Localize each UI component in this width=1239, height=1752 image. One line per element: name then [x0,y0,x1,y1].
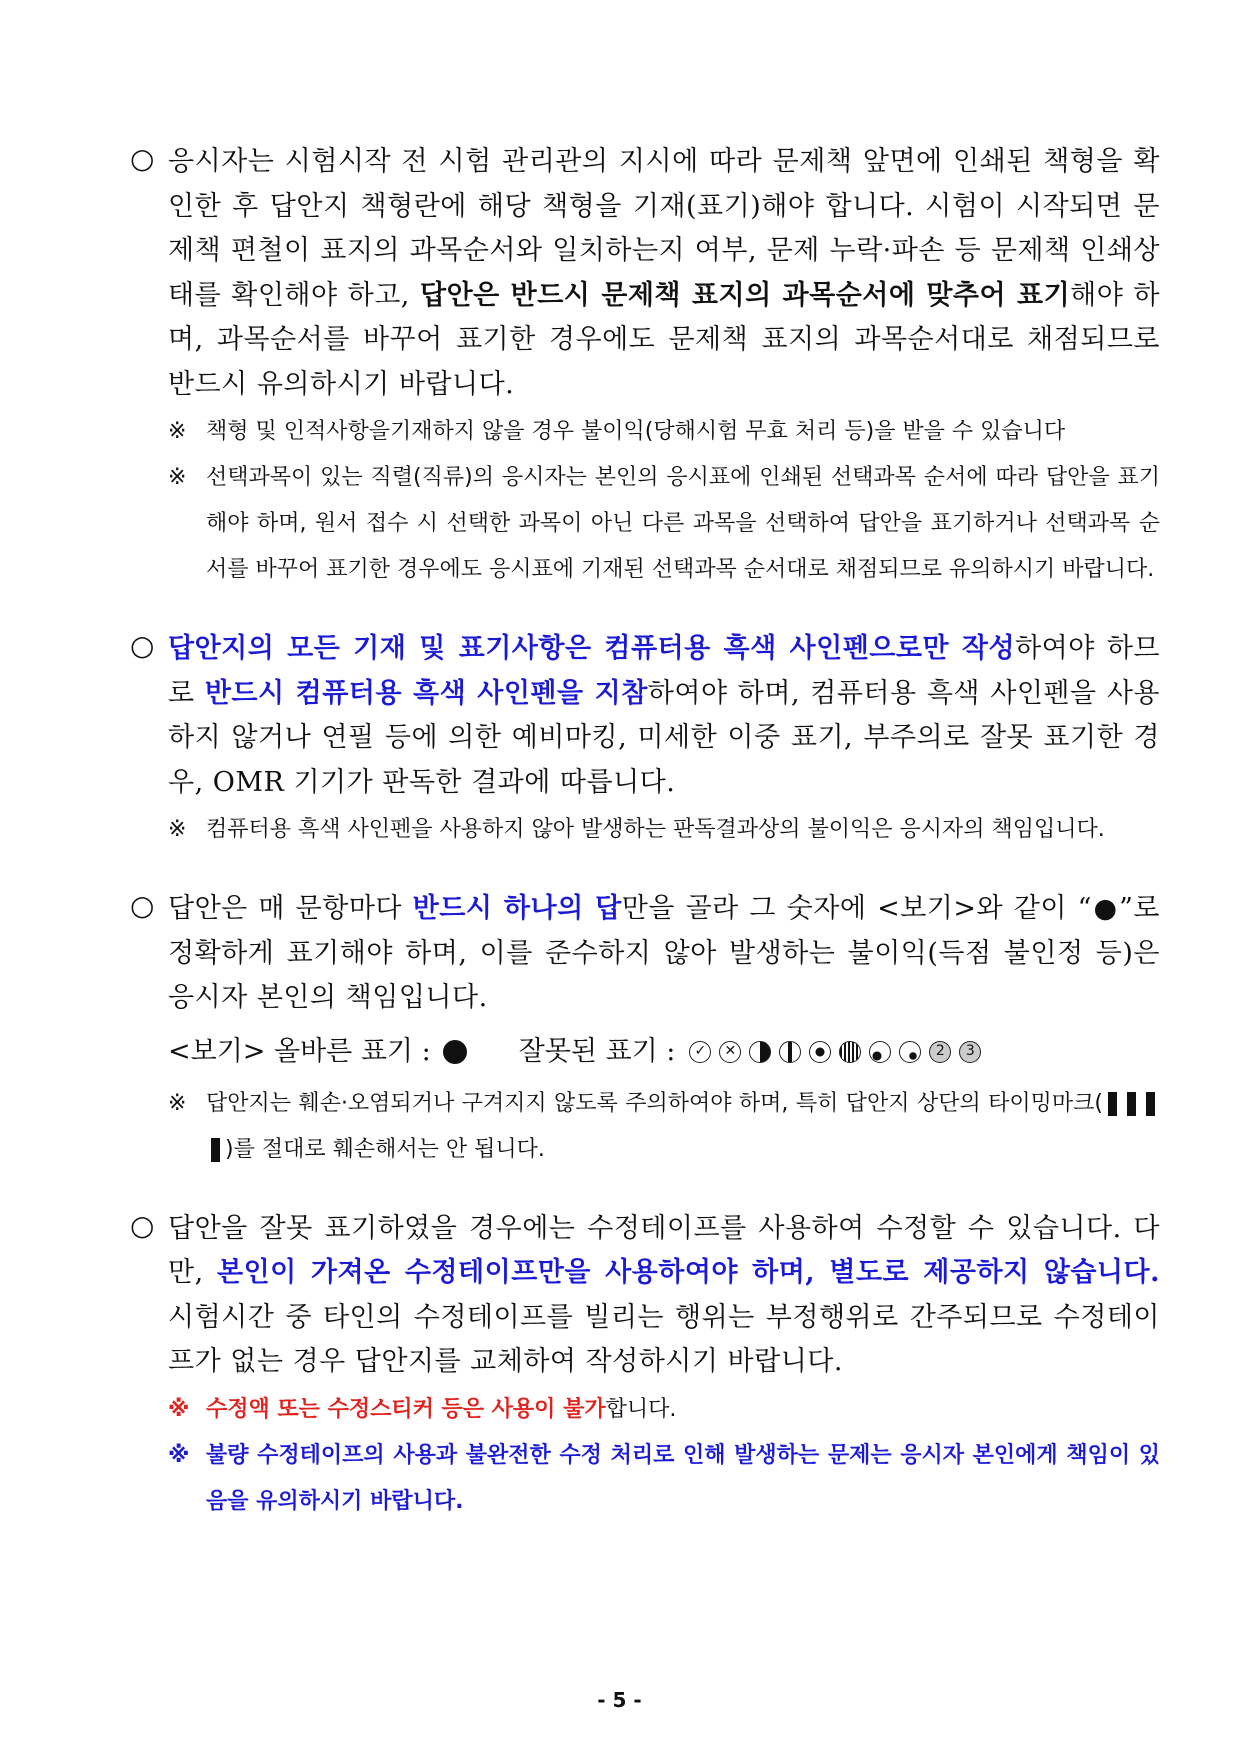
text: 하여야 하며, 컴퓨터용 흑색 사인펜을 사용하지 않거나 연필 등에 의한 예비마킹, 미세한 이중 표기, 부주의로 잘못 표기한 경우, OMR 기기가 판독한 결과에 따릅니다. [168,677,1160,798]
text: 답안은 매 문항마다 [168,893,413,924]
section-sign-pen [130,627,1160,853]
example-label: <보기> 올바른 표기 : [168,1035,431,1067]
section-correction-tape [130,1207,1160,1525]
paragraph [168,887,1160,1021]
text: 만을 골라 그 숫자에 <보기>와 같이 “●”로 정확하게 표기해야 하며, 이를 준수하지 않아 발생하는 불이익(득점 불인정 등)은 응시자 본인의 책임입니다. [168,893,1161,1013]
half-filled-circle-icon [749,1041,771,1063]
circle-bullet-icon: ○ [130,889,155,922]
timing-mark-icon [211,1138,220,1162]
timing-mark-icon [1108,1092,1117,1116]
reference-mark-icon: ※ [168,817,187,842]
reference-mark-icon: ※ [168,465,187,490]
text: 응시자는 시험시작 전 시험 관리관의 지시에 따라 문제책 앞면에 인쇄된 책형을 확인한 후 답안지 책형란에 해당 책형을 기재(표기)해야 합니다. 시험이 시작되면 문제책 편철이 표지의 과목순서와 일치하는지 여부, 문제 누락·파손 등 문제책 인쇄상태를 확인해야 하고, [168,146,1160,311]
circle-bullet-icon: ○ [130,629,155,662]
note-text: 답안지는 훼손·오염되거나 구겨지지 않도록 주의하여야 하며, 특히 답안지 상단의 타이밍마크( [206,1090,1103,1116]
reference-mark-icon: ※ [168,419,187,444]
circle-bullet-icon: ○ [130,142,155,175]
document-body [130,140,1160,1525]
note-text: 책형 및 인적사항을기재하지 않을 경우 불이익(당해시험 무효 처리 등)을 받을 수 있습니다 [206,419,1066,444]
timing-mark-icon [1146,1092,1155,1116]
note [168,1081,1160,1173]
filled-circle-icon [443,1040,467,1064]
paragraph [168,140,1160,407]
lower-right-dot-circle-icon [899,1041,921,1063]
marking-example [168,1027,1160,1077]
wrong-label: 잘못된 표기 : [518,1035,676,1067]
text: 시험시간 중 타인의 수정테이프를 빌리는 행위는 부정행위로 간주되므로 수정테이프가 없는 경우 답안지를 교체하여 작성하시기 바랍니다. [168,1301,1160,1377]
numbered-circle-icon: 3 [959,1041,981,1063]
note-text: 합니다. [605,1396,677,1422]
vertical-bar-circle-icon [779,1041,801,1063]
blue-emphasis: 답안지의 모든 기재 및 표기사항은 컴퓨터용 흑색 사인펜으로만 작성 [168,633,1016,664]
note [168,807,1160,853]
note [168,455,1160,593]
reference-mark-icon: ※ [168,1396,190,1422]
note [168,1433,1160,1525]
blue-emphasis: 본인이 가져온 수정테이프만을 사용하여야 하며, 별도로 제공하지 않습니다. [217,1257,1161,1288]
reference-mark-icon: ※ [168,1090,187,1116]
dot-circle-icon [809,1041,831,1063]
wrong-marks [689,1041,981,1063]
blue-emphasis: 반드시 컴퓨터용 흑색 사인펜을 지참 [204,677,648,709]
blue-emphasis: 반드시 하나의 답 [412,893,622,924]
check-circle-icon: ✓ [689,1041,711,1063]
reference-mark-icon: ※ [168,1442,190,1468]
striped-circle-icon [839,1041,861,1063]
text: 답안을 잘못 표기하였을 경우에는 수정테이프를 사용하여 수정할 수 있습니다. 다만, [168,1212,1160,1288]
bold-emphasis: 답안은 반드시 문제책 표지의 과목순서에 맞추어 표기 [419,279,1071,311]
note-text: )를 절대로 훼손해서는 안 됩니다. [225,1136,545,1162]
lower-left-dot-circle-icon [869,1041,891,1063]
text: 하여야 하므로 [168,633,1160,709]
section-answer-booklet-type [130,140,1160,593]
paragraph [168,627,1160,805]
note-text: 선택과목이 있는 직렬(직류)의 응시자는 본인의 응시표에 인쇄된 선택과목 순서에 따라 답안을 표기해야 하며, 원서 접수 시 선택한 과목이 아닌 다른 과목을 선택하여 답안을 표기하거나 선택과목 순서를 바꾸어 표기한 경우에도 응시표에 기재된 선택과목 순서대로 채점되므로 유의하시기 바랍니다. [206,465,1160,582]
circle-bullet-icon: ○ [130,1208,155,1242]
section-marking-rules [130,887,1160,1173]
page-number: - 5 - [597,1688,642,1712]
blue-note-text: 불량 수정테이프의 사용과 불완전한 수정 처리로 인해 발생하는 문제는 응시자 본인에게 책임이 있음을 유의하시기 바랍니다. [206,1442,1160,1514]
note [168,409,1160,455]
numbered-circle-icon: 2 [929,1041,951,1063]
text: 해야 하며, 과목순서를 바꾸어 표기한 경우에도 문제책 표지의 과목순서대로 채점되므로 반드시 유의하시기 바랍니다. [168,279,1160,400]
x-circle-icon: ✕ [719,1041,741,1063]
paragraph [168,1207,1160,1385]
timing-mark-icon [1127,1092,1136,1116]
note-text: 컴퓨터용 흑색 사인펜을 사용하지 않아 발생하는 판독결과상의 불이익은 응시자의 책임입니다. [206,817,1105,842]
note [168,1387,1160,1433]
red-emphasis: 수정액 또는 수정스티커 등은 사용이 불가 [206,1396,606,1422]
